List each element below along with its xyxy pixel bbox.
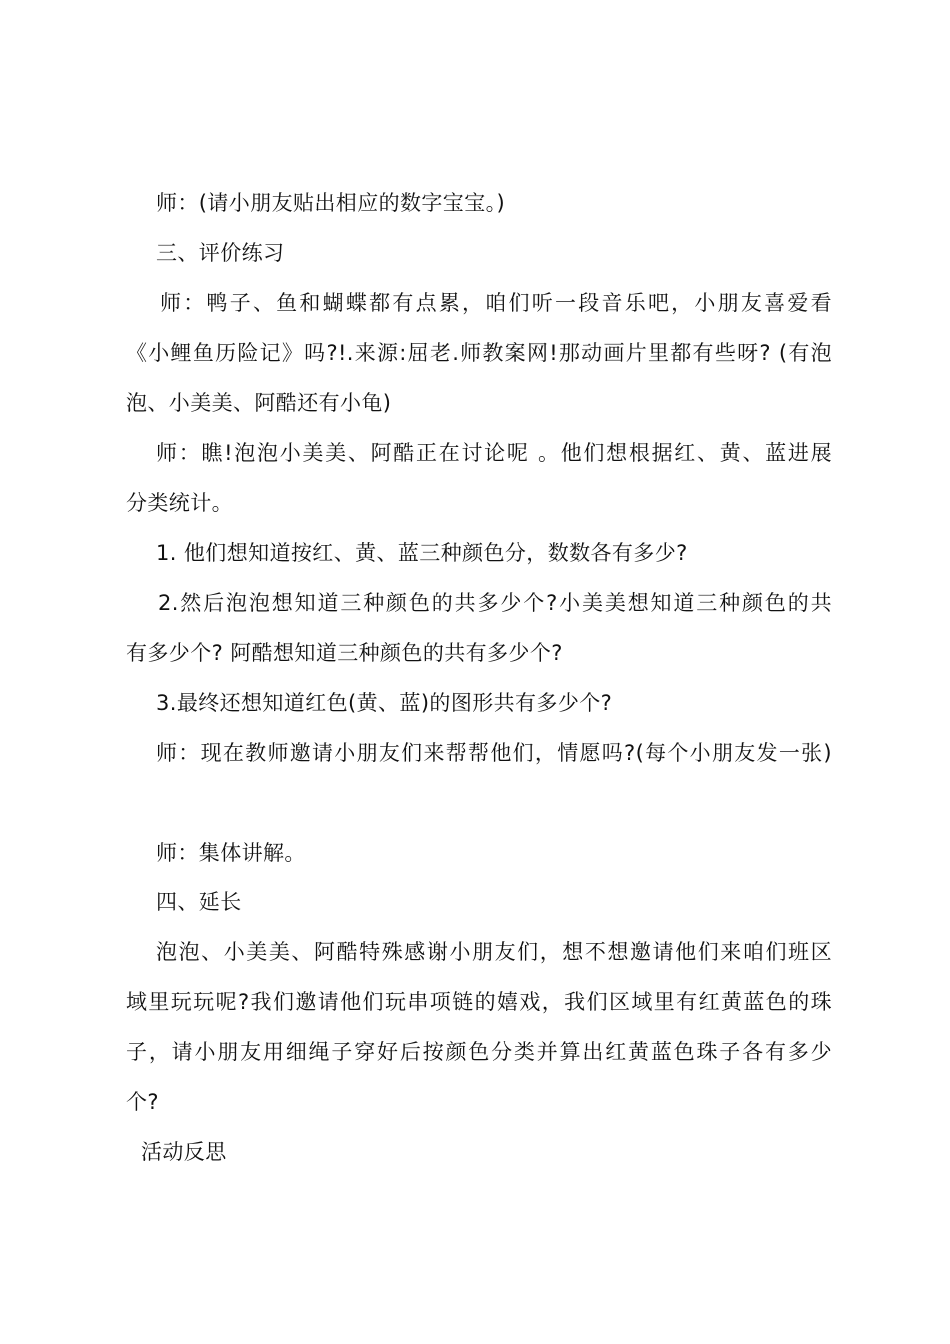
text-line-13: 师：集体讲解。 [156,841,306,865]
list-item-3: 3.最终还想知道红色(黄、蓝)的图形共有多少个? [156,691,613,715]
text-line-4: 《小鲤鱼历险记》吗?!.来源:屈老.师教案网!那动画片里都有些呀? (有泡 [126,341,832,365]
text-line-5: 泡、小美美、阿酷还有小龟) [126,391,392,415]
text-line-6: 师：瞧!泡泡小美美、阿酷正在讨论呢 。他们想根据红、黄、蓝进展 [156,441,832,465]
list-item-1: 1. 他们想知道按红、黄、蓝三种颜色分，数数各有多少? [156,541,688,565]
list-item-2: 2.然后泡泡想知道三种颜色的共多少个?小美美想知道三种颜色的共 [158,591,832,615]
text-line-17: 子，请小朋友用细绳子穿好后按颜色分类并算出红黄蓝色珠子各有多少 [126,1040,832,1064]
text-line-7: 分类统计。 [126,491,233,515]
text-line-1: 师：(请小朋友贴出相应的数字宝宝。) [156,191,506,215]
section-heading-reflection: 活动反思 [141,1140,227,1164]
text-line-18: 个? [126,1090,159,1114]
section-heading-evaluation: 三、评价练习 [156,241,285,265]
text-line-15: 泡泡、小美美、阿酷特殊感谢小朋友们，想不想邀请他们来咱们班区 [156,940,832,964]
text-line-12: 师：现在教师邀请小朋友们来帮帮他们，情愿吗?(每个小朋友发一张) [156,741,832,765]
list-item-2-cont: 有多少个? 阿酷想知道三种颜色的共有多少个? [126,641,563,665]
text-line-16: 域里玩玩呢?我们邀请他们玩串项链的嬉戏，我们区域里有红黄蓝色的珠 [126,990,832,1014]
text-line-3: 师：鸭子、鱼和蝴蝶都有点累，咱们听一段音乐吧，小朋友喜爱看 [160,291,832,315]
section-heading-extension: 四、延长 [156,890,242,914]
